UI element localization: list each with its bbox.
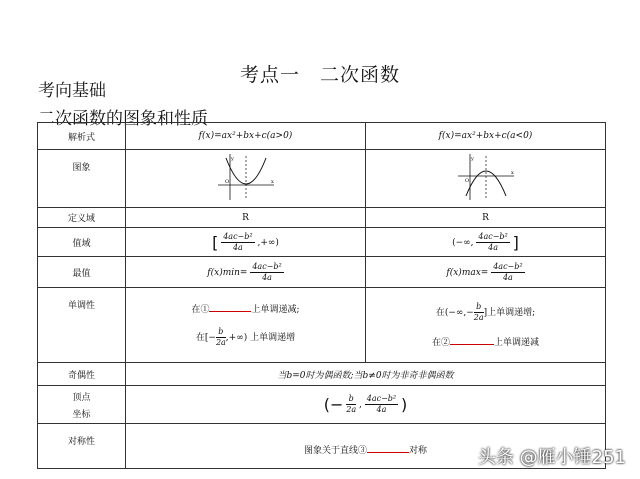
table-row	[38, 208, 606, 228]
range-tail: ,+∞)	[257, 237, 279, 248]
mono-line: 在① 上单调递减;	[191, 305, 300, 315]
vertex-cell: (− $\frac{b}{2a}$ , $\frac{\text{4ac−b²}}{4a}$ )	[126, 386, 606, 424]
parity-text: 当b=0时为偶函数;当b≠0时为非奇非偶函数	[126, 363, 606, 386]
watermark: 头条 @雁小锤251	[477, 447, 626, 468]
table-row	[38, 386, 606, 424]
range-cell-2	[366, 228, 606, 257]
formula-a-positive: f(x)=ax²+bx+c(a>0)	[126, 123, 366, 150]
row-label-graph: 图象	[38, 150, 126, 208]
table-row	[38, 288, 606, 363]
graph-upward-cell	[126, 150, 366, 208]
domain-value-1: R	[126, 208, 366, 228]
min-label: f(x)min=	[207, 267, 248, 278]
row-label-monotonicity: 单调性	[38, 288, 126, 363]
symmetry-cell: 图象关于直线③ 对称	[126, 424, 606, 469]
blank-3	[367, 444, 409, 453]
mono-line: 在(−∞,− $\frac{b}{2a}$]上单调递增;	[435, 302, 536, 322]
formula-a-negative: f(x)=ax²+bx+c(a<0)	[366, 123, 606, 150]
table-row	[38, 228, 606, 257]
properties-table	[37, 122, 606, 469]
graph-downward-cell	[366, 150, 606, 208]
range-head: (−∞,	[452, 237, 474, 248]
section-heading: 考向基础	[38, 81, 106, 101]
blank-2	[450, 336, 494, 345]
origin-label: O	[224, 179, 229, 185]
mono-cell-1	[126, 288, 366, 363]
subsection-heading: 二次函数的图象和性质	[38, 109, 208, 129]
table-row	[38, 150, 606, 208]
mono-line: 在[− $\frac{b}{2a},+\infty$) 上单调递增	[195, 327, 296, 347]
row-label-vertex: 顶点 坐标	[38, 386, 126, 424]
downward-parabola-graph	[456, 152, 516, 202]
row-label-formula: 解析式	[38, 123, 126, 150]
blank-1	[209, 303, 251, 312]
domain-value-2: R	[366, 208, 606, 228]
min-value-cell	[126, 257, 366, 288]
upward-parabola-graph	[216, 152, 276, 202]
mono-line: 在② 上单调递减	[431, 338, 540, 348]
range-bracket: ]	[512, 232, 519, 252]
row-label-symmetry: 对称性	[38, 424, 126, 469]
origin-label: O	[464, 178, 469, 184]
table-row	[38, 123, 606, 150]
min-fraction: $\frac{\text{4ac−b²}}{4a}$	[252, 261, 282, 282]
range-bracket: [	[212, 232, 219, 252]
row-label-parity: 奇偶性	[38, 363, 126, 386]
row-label-domain: 定义域	[38, 208, 126, 228]
y-axis-label: y	[230, 156, 234, 162]
row-label-range: 值域	[38, 228, 126, 257]
max-value-cell	[366, 257, 606, 288]
x-axis-label: x	[270, 179, 274, 185]
page-title: 考点一 二次函数	[239, 64, 400, 86]
mono-cell-2	[366, 288, 606, 363]
table-row	[38, 363, 606, 386]
max-label: f(x)max=	[446, 267, 489, 278]
y-axis-label: y	[470, 156, 474, 162]
range-fraction: $\frac{\text{4ac−b²}}{4a}$	[478, 231, 508, 252]
max-fraction: $\frac{\text{4ac−b²}}{4a}$	[493, 261, 523, 282]
x-axis-label: x	[510, 170, 514, 176]
table-row	[38, 257, 606, 288]
range-cell-1	[126, 228, 366, 257]
range-fraction: $\frac{\text{4ac−b²}}{4a}$	[223, 231, 253, 252]
row-label-extreme: 最值	[38, 257, 126, 288]
